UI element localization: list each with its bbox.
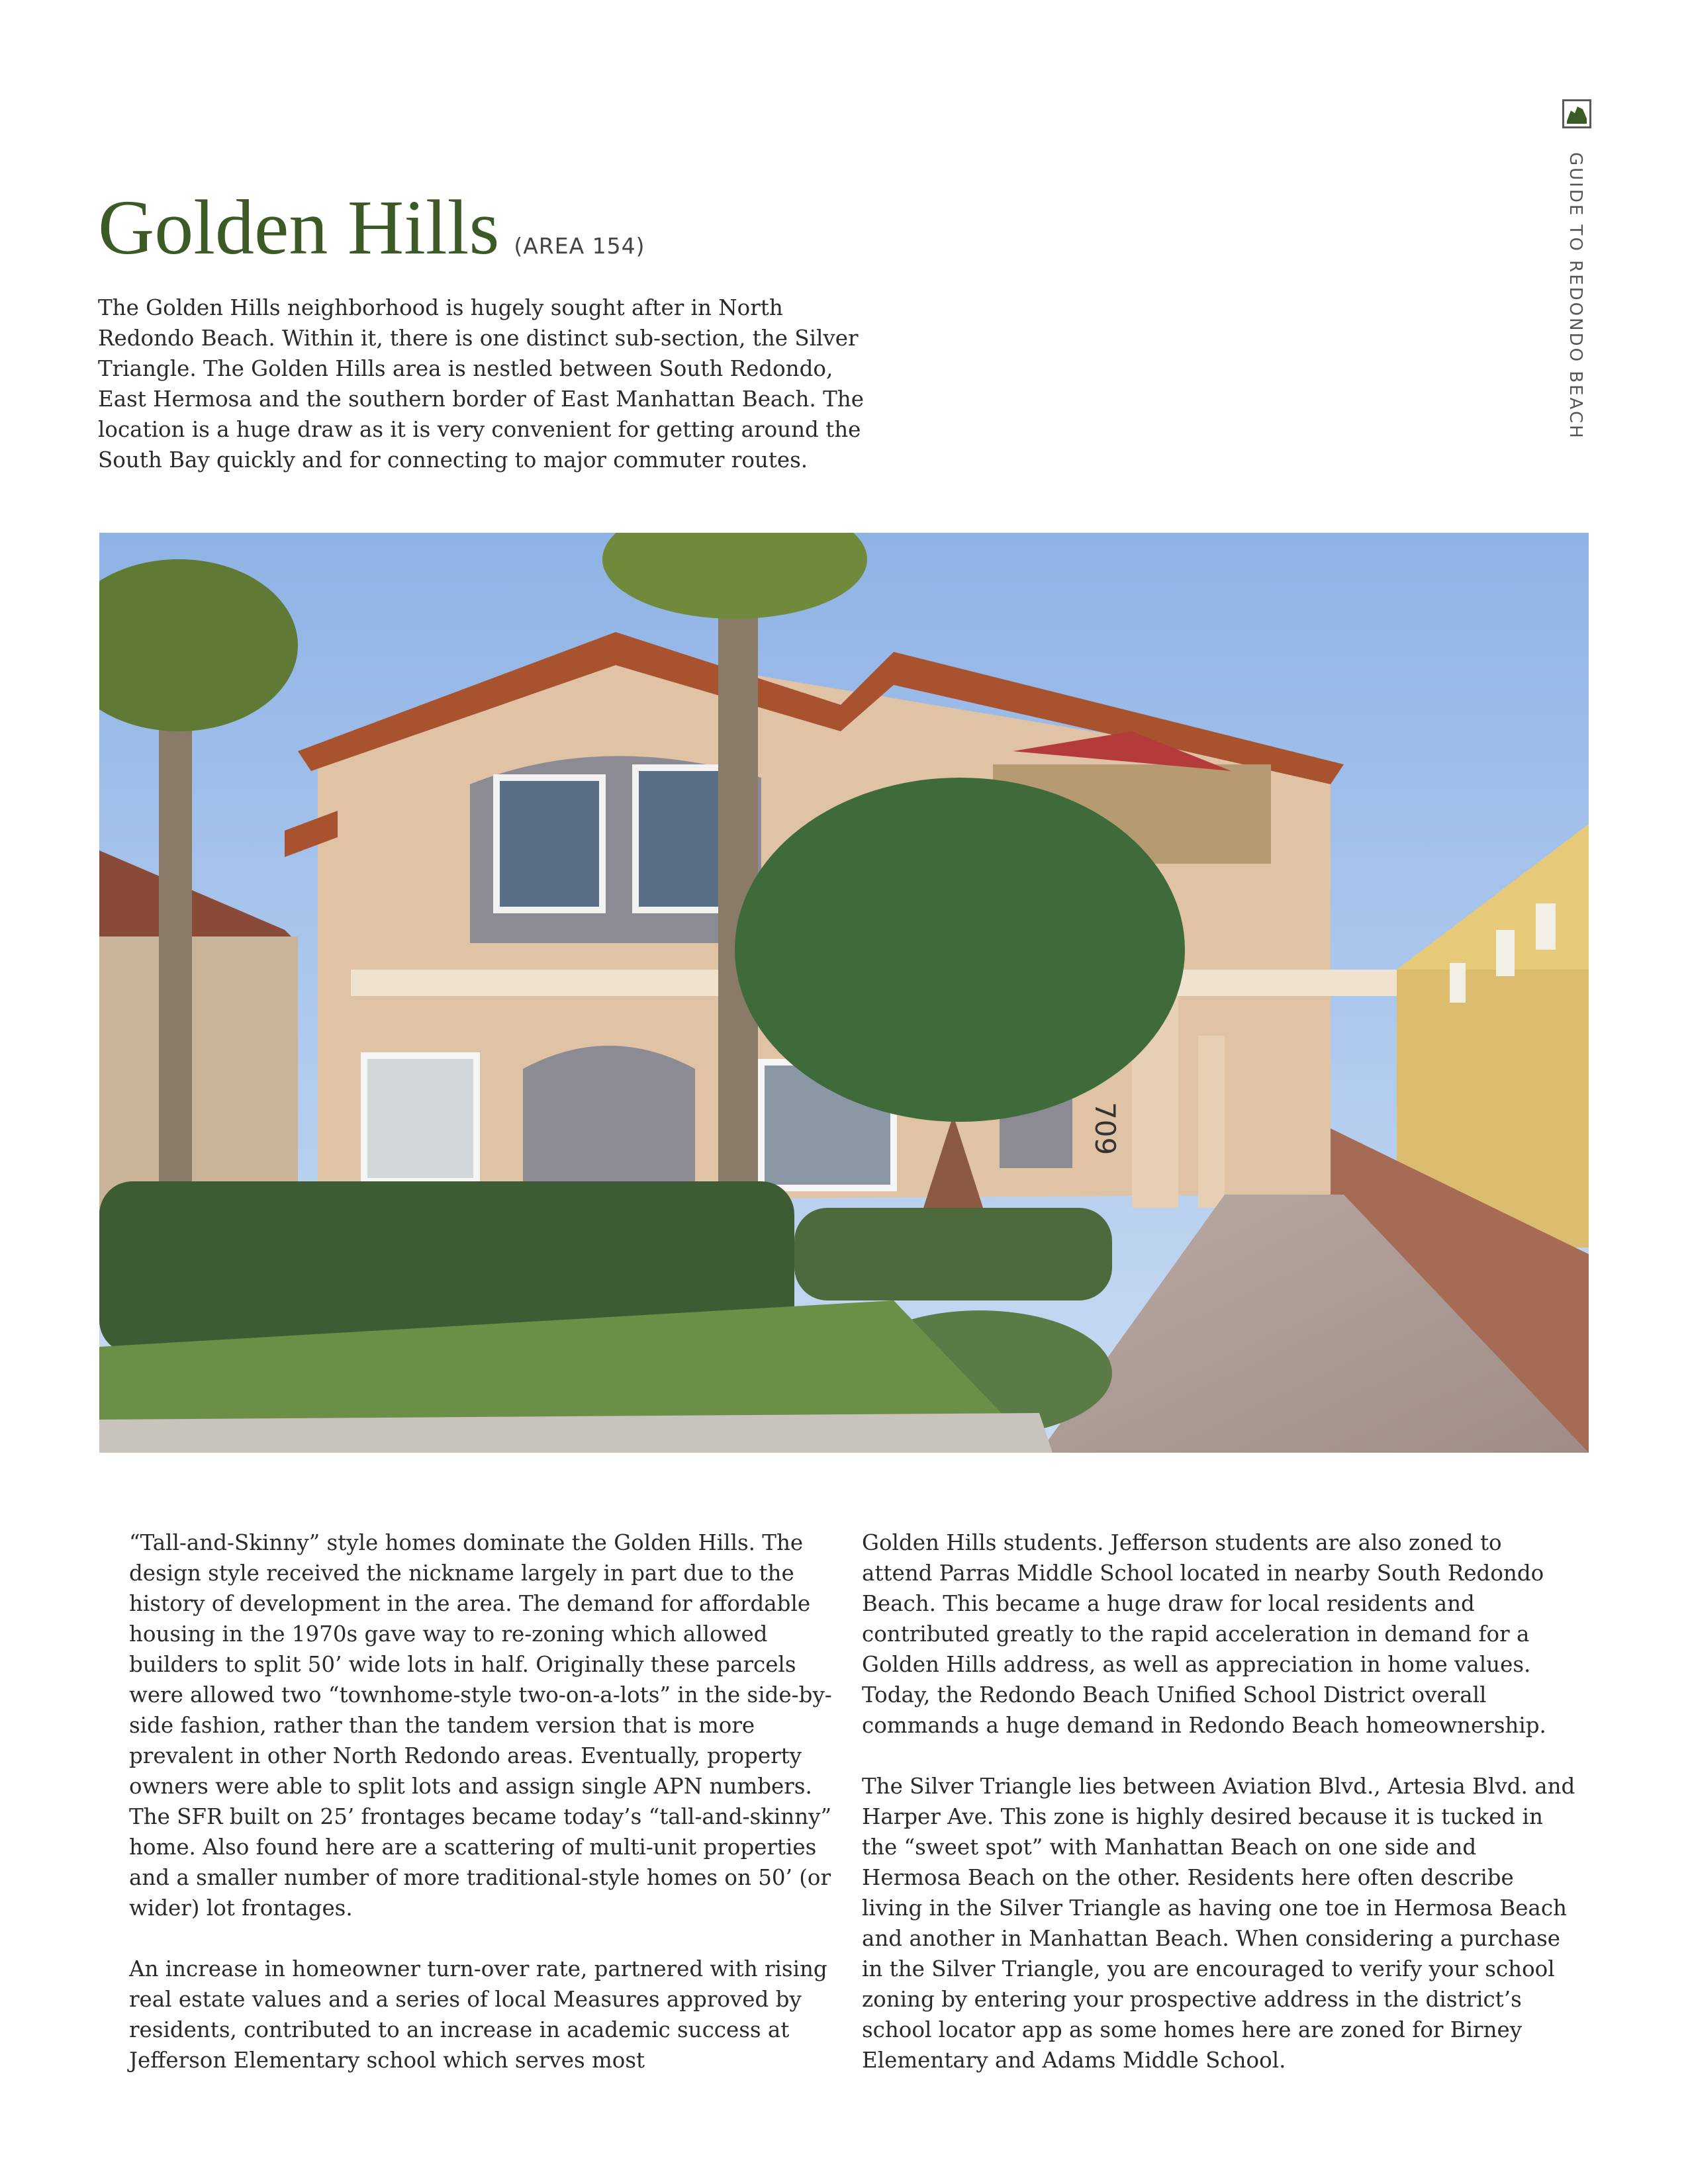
page-title: Golden Hills (98, 184, 500, 271)
body-column-right (862, 1527, 1577, 2106)
body-paragraph: An increase in homeowner turn-over rate, partnered with rising real estate values and a series of local Measures approved by residents, contributed to an increase in academic success at Jefferson Elementary school which serves most (129, 1956, 827, 2073)
house-photo (99, 533, 1589, 1453)
house-number: 709 (1089, 1102, 1121, 1156)
body-column-left (129, 1527, 844, 2106)
intro-paragraph: The Golden Hills neighborhood is hugely sought after in North Redondo Beach. Within it, there is one distinct sub-section, the Silver Triangle. The Golden Hills area is nestled between South Redondo, East Hermosa and the southern border of East Manhattan Beach. The location is a huge draw as it is very convenient for getting around the South Bay quickly and for connecting to major commuter routes. (98, 295, 864, 473)
map-logo-icon (1562, 99, 1591, 128)
body-paragraph: The Silver Triangle lies between Aviation Blvd., Artesia Blvd. and Harper Ave. This zone is highly desired because it is tucked in the “sweet spot” with Manhattan Beach on one side and Hermosa Beach on the other. Residents here often describe living in the Silver Triangle as having one toe in Hermosa Beach and another in Manhattan Beach. When considering a purchase in the Silver Triangle, you are encouraged to verify your school zoning by entering your prospective address in the district’s school locator app as some homes here are zoned for Birney Elementary and Adams Middle School. (862, 1774, 1575, 2073)
page-header (98, 184, 645, 271)
area-code: (AREA 154) (514, 233, 645, 259)
body-paragraph: “Tall-and-Skinny” style homes dominate the Golden Hills. The design style received the nickname largely in part due to the history of development in the area. The demand for affordable housing in the 1970s gave way to re-zoning which allowed builders to split 50’ wide lots in half. Originally these parcels were allowed two “townhome-style two-on-a-lots” in the side-by-side fashion, rather than the tandem version that is more prevalent in other North Redondo areas. Eventually, property owners were able to split lots and assign single APN numbers. The SFR built on 25’ frontages became today’s “tall-and-skinny” home. Also found here are a scattering of multi-unit properties and a smaller number of more traditional-style homes on 50’ (or wider) lot frontages. (129, 1530, 832, 1921)
section-label: GUIDE TO REDONDO BEACH (1566, 152, 1585, 440)
body-paragraph: Golden Hills students. Jefferson students are also zoned to attend Parras Middle School located in nearby South Redondo Beach. This became a huge draw for local residents and contributed greatly to the rapid acceleration in demand for a Golden Hills address, as well as appreciation in home values. Today, the Redondo Beach Unified School District overall commands a huge demand in Redondo Beach homeownership. (862, 1530, 1546, 1738)
